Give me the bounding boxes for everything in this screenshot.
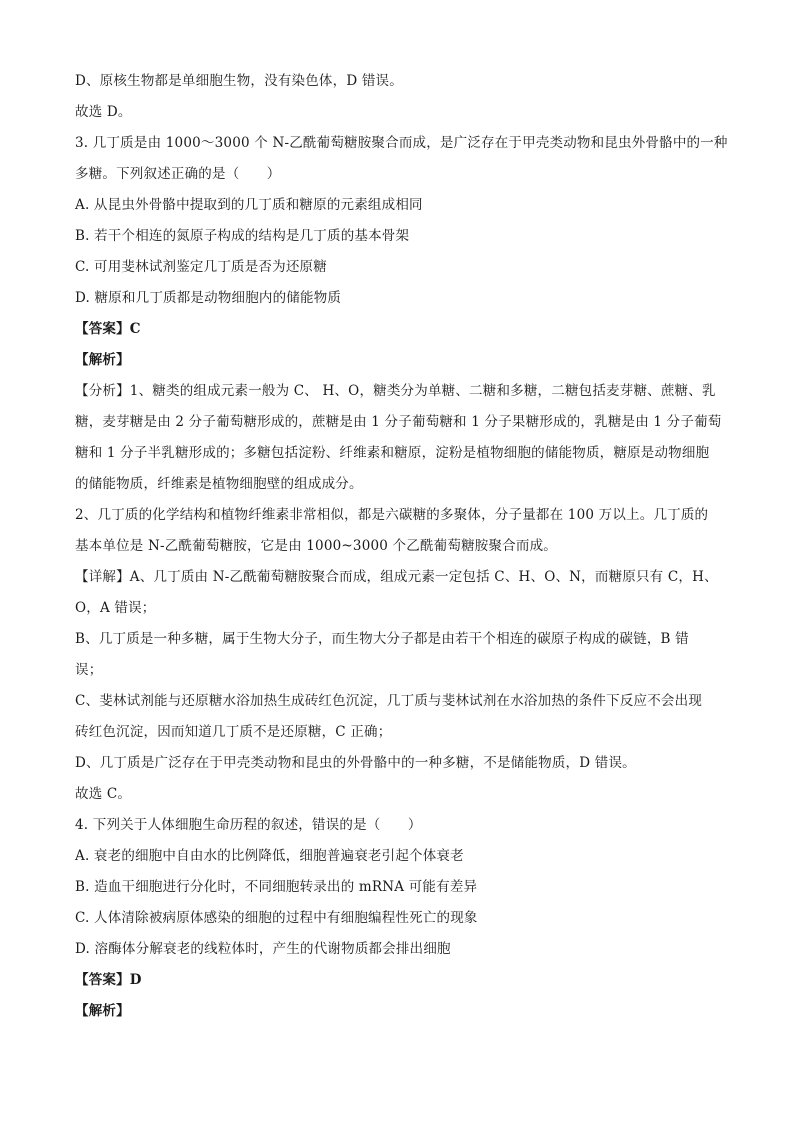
option-d-conclusion: D、原核生物都是单细胞生物，没有染色体，D 错误。 [75,73,403,89]
question-4-option-b: B. 造血干细胞进行分化时，不同细胞转录出的 mRNA 可能有差异 [75,879,478,895]
question-3-choice: 故选 C。 [75,786,132,802]
detail-option-a: 【详解】A、几丁质由 N-乙酰葡萄糖胺聚合而成，组成元素一定包括 C、H、O、N，而糖原只有 C，H、 [75,569,718,585]
detail-option-a: O，A 错误； [75,600,156,616]
detail-option-b: B、几丁质是一种多糖，属于生物大分子，而生物大分子都是由若干个相连的碳原子构成的碳链，B 错 [75,631,689,647]
detail-option-d: D、几丁质是广泛存在于甲壳类动物和昆虫的外骨骼中的一种多糖，不是储能物质，D 错误。 [75,755,636,771]
question-3-option-c: C. 可用斐林试剂鉴定几丁质是否为还原糖 [75,259,327,275]
detail-option-b: 误； [75,662,103,678]
question-4-explanation-heading: 【解析】 [75,1003,130,1019]
question-3-answer: 【答案】C [75,321,141,337]
question-4-option-c: C. 人体清除被病原体感染的细胞的过程中有细胞编程性死亡的现象 [75,910,478,926]
question-3-explanation-heading: 【解析】 [75,352,130,368]
analysis-paragraph-2: 基本单位是 N-乙酰葡萄糖胺，它是由 1000~3000 个乙酰葡萄糖胺聚合而成。 [75,538,557,554]
question-4-option-a: A. 衰老的细胞中自由水的比例降低，细胞普遍衰老引起个体衰老 [75,848,464,864]
question-3-option-d: D. 糖原和几丁质都是动物细胞内的储能物质 [75,290,342,306]
analysis-paragraph-1: 的储能物质，纤维素是植物细胞壁的组成成分。 [75,476,363,492]
analysis-paragraph-1: 【分析】1、糖类的组成元素一般为 C、 H、O，糖类分为单糖、二糖和多糖，二糖包括麦芽糖、蔗糖、乳 [75,383,716,399]
question-4-stem: 4. 下列关于人体细胞生命历程的叙述，错误的是（ ） [75,817,422,833]
question-3-stem-continued: 多糖。下列叙述正确的是（ ） [75,166,281,182]
question-4-answer: 【答案】D [75,972,142,988]
analysis-paragraph-2: 2、几丁质的化学结构和植物纤维素非常相似，都是六碳糖的多聚体，分子量都在 100 万以上。几丁质的 [75,507,709,523]
detail-option-c: C、斐林试剂能与还原糖水浴加热生成砖红色沉淀，几丁质与斐林试剂在水浴加热的条件下反应不会出现 [75,693,703,709]
question-4-option-d: D. 溶酶体分解衰老的线粒体时，产生的代谢物质都会排出细胞 [75,941,451,957]
question-3-option-b: B. 若干个相连的氮原子构成的结构是几丁质的基本骨架 [75,228,410,244]
answer-choice-line: 故选 D。 [75,104,132,120]
analysis-paragraph-1: 糖，麦芽糖是由 2 分子葡萄糖形成的，蔗糖是由 1 分子葡萄糖和 1 分子果糖形成的，乳糖是由 1 分子葡萄 [75,414,722,430]
question-3-stem: 3. 几丁质是由 1000～3000 个 N-乙酰葡萄糖胺聚合而成，是广泛存在于甲壳类动物和昆虫外骨骼中的一种 [75,135,728,151]
analysis-paragraph-1: 糖和 1 分子半乳糖形成的；多糖包括淀粉、纤维素和糖原，淀粉是植物细胞的储能物质，糖原是动物细胞 [75,445,710,461]
detail-option-c: 砖红色沉淀，因而知道几丁质不是还原糖，C 正确； [75,724,392,740]
document-body [75,66,728,1027]
question-3-option-a: A. 从昆虫外骨骼中提取到的几丁质和糖原的元素组成相同 [75,197,423,213]
